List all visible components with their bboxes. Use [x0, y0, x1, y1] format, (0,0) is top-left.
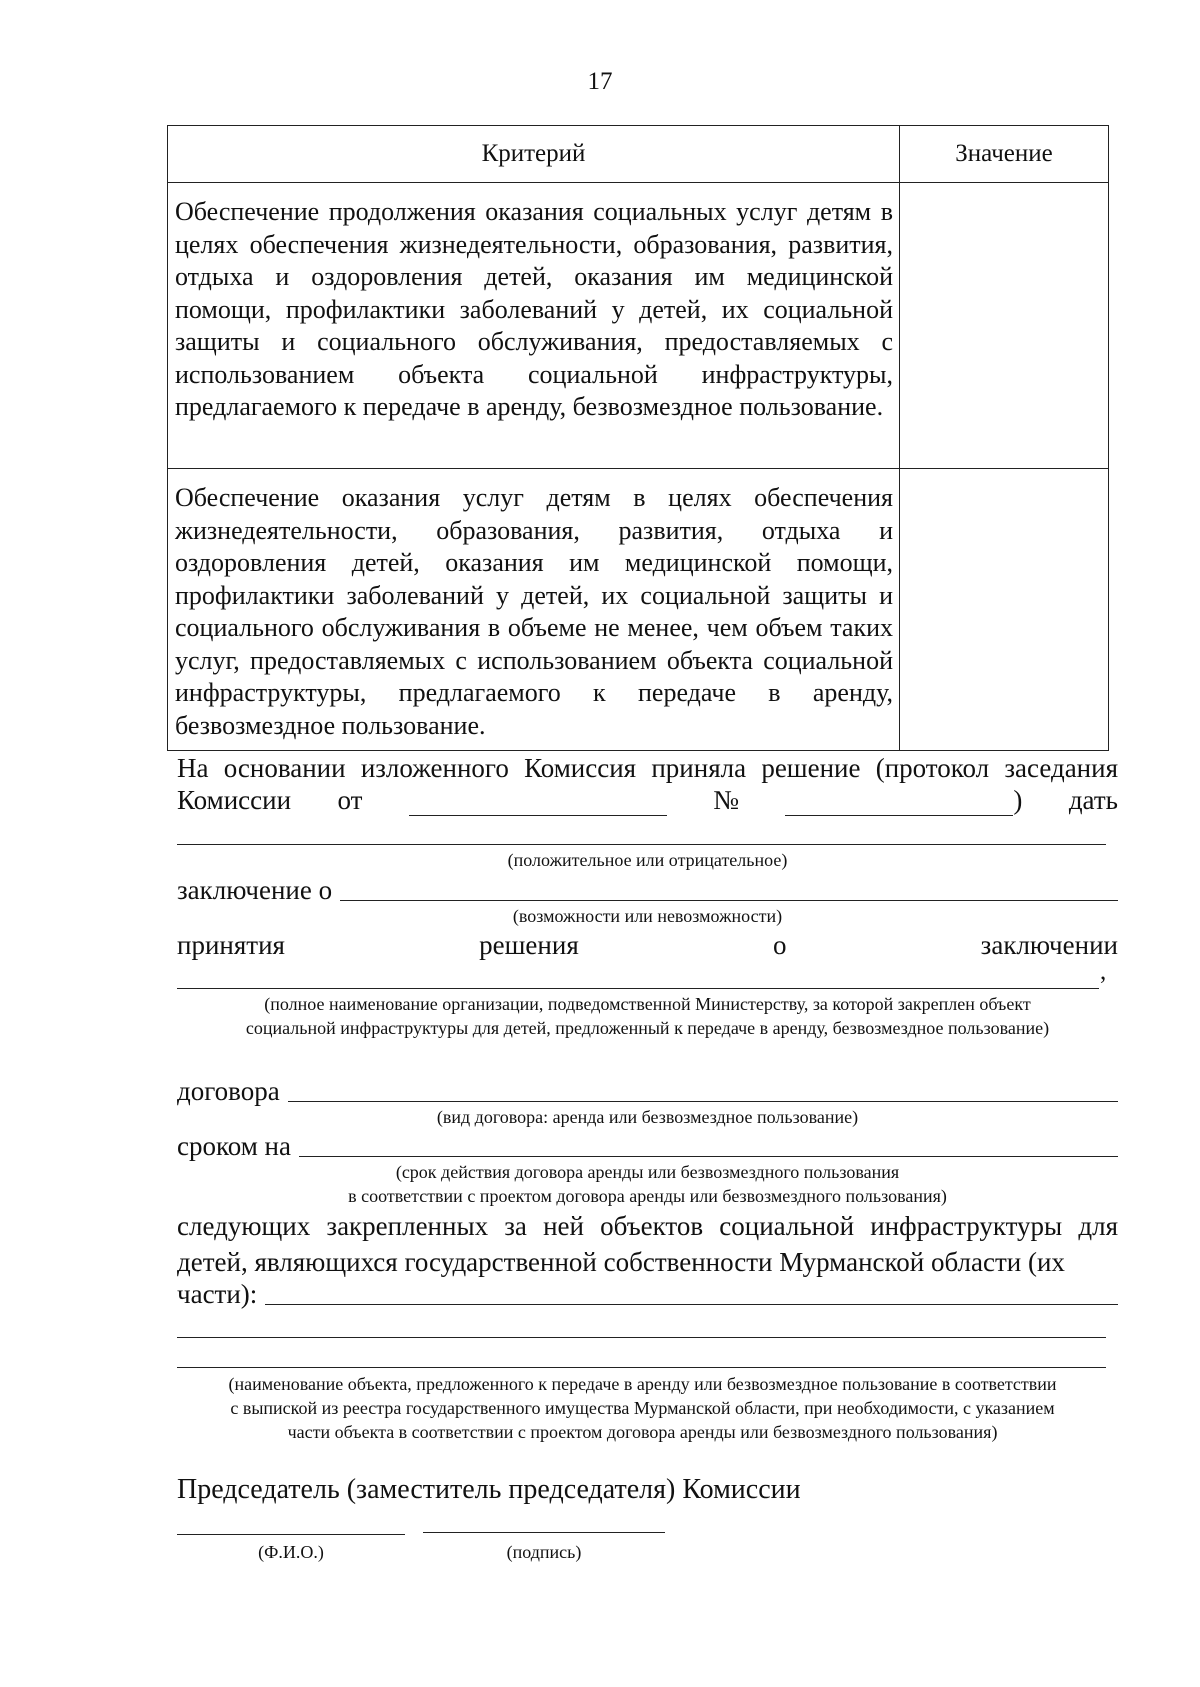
- caption-object-1: (наименование объекта, предложенного к передаче в аренду или безвозмездное пользование в соответствии: [228, 1374, 1057, 1394]
- caption-term-2: в соответствии с проектом договора аренды или безвозмездного пользования): [348, 1186, 947, 1206]
- word-srokom: сроком на: [177, 1131, 291, 1161]
- word-ot: от: [337, 785, 363, 815]
- closing-paren: ): [1013, 785, 1023, 815]
- caption-object-2: с выпиской из реестра государственного имущества Мурманской области, при необходимости, с указанием: [230, 1398, 1055, 1418]
- term-field[interactable]: [299, 1156, 1118, 1157]
- value-cell[interactable]: [900, 183, 1109, 469]
- decision-line-3: [177, 929, 1118, 961]
- header-criterion: Критерий: [168, 126, 900, 183]
- caption-positive: (положительное или отрицательное): [507, 850, 788, 870]
- objects-line: [177, 1278, 1118, 1310]
- conclusion-line: [177, 874, 1118, 906]
- objects-field-1[interactable]: [265, 1304, 1118, 1305]
- value-cell[interactable]: [900, 469, 1109, 751]
- word-dogovora: договора: [177, 1076, 280, 1106]
- word-zaklyuchenie: заключение о: [177, 875, 333, 905]
- table-row: [168, 469, 1109, 751]
- protocol-date-field[interactable]: [409, 789, 667, 816]
- objects-field-3[interactable]: [177, 1367, 1106, 1368]
- chairman-title: Председатель (заместитель председателя) Комиссии: [177, 1474, 801, 1505]
- decision-line-1: На основании изложенного Комиссия приняла решение (протокол заседания: [177, 753, 1118, 783]
- caption-signature: (подпись): [506, 1542, 582, 1562]
- caption-organization-2: социальной инфраструктуры для детей, предложенный к передаче в аренду, безвозмездное пользование): [245, 1018, 1050, 1038]
- protocol-number-field[interactable]: [785, 789, 1013, 816]
- word-komissii: Комиссии: [177, 785, 292, 815]
- comma: ,: [1100, 958, 1107, 985]
- header-value: Значение: [900, 126, 1109, 183]
- caption-term-1: (срок действия договора аренды или безвозмездного пользования: [395, 1162, 900, 1182]
- caption-possibility: (возможности или невозможности): [512, 906, 783, 926]
- contract-line: [177, 1075, 1118, 1107]
- signature-field[interactable]: [423, 1532, 665, 1533]
- criterion-cell: Обеспечение продолжения оказания социальных услуг детям в целях обеспечения жизнедеятельности, образования, развития, отдыха и оздоровления детей, оказания им медицинской помощи, профилактики заболеваний у детей, их социальной защиты и социального обслуживания, предоставляемых с использованием объекта социальной инфраструктуры, предлагаемого к передаче в аренду, безвозмездное пользование.: [168, 183, 900, 469]
- word-resheniya: решения: [479, 930, 579, 960]
- table-header-row: [168, 126, 1109, 183]
- caption-object-3: части объекта в соответствии с проектом договора аренды или безвозмездного пользования): [287, 1422, 998, 1442]
- word-o: о: [772, 930, 787, 960]
- objects-field-2[interactable]: [177, 1337, 1106, 1338]
- page-number: 17: [587, 68, 613, 95]
- word-dat: дать: [1068, 785, 1118, 815]
- objects-text: следующих закрепленных за ней объектов социальной инфраструктуры для детей, являющихся государственной собственности Мурманской области (их: [177, 1211, 1118, 1277]
- criteria-table: [167, 125, 1109, 751]
- term-line: [177, 1130, 1118, 1162]
- table-row: [168, 183, 1109, 469]
- word-chasti: части):: [177, 1279, 258, 1309]
- caption-organization-1: (полное наименование организации, подведомственной Министерству, за которой закреплен объект: [264, 994, 1031, 1014]
- conclusion-possibility-field[interactable]: [340, 900, 1118, 901]
- number-sign: №: [713, 785, 739, 815]
- contract-type-field[interactable]: [288, 1101, 1118, 1102]
- caption-contract: (вид договора: аренда или безвозмездное пользование): [436, 1107, 859, 1127]
- decision-line-2: [177, 784, 1118, 816]
- organization-name-field[interactable]: [177, 988, 1099, 989]
- protocol-number-group: [785, 784, 1022, 816]
- conclusion-type-field[interactable]: [177, 844, 1106, 845]
- criterion-cell: Обеспечение оказания услуг детям в целях обеспечения жизнедеятельности, образования, развития, отдыха и оздоровления детей, оказания им медицинской помощи, профилактики заболеваний у детей, их социальной защиты и социального обслуживания в объеме не менее, чем объем таких услуг, предоставляемых с использованием объекта социальной инфраструктуры, предлагаемого к передаче в аренду, безвозмездное пользование.: [168, 469, 900, 751]
- word-zaklyuchenii: заключении: [980, 930, 1118, 960]
- word-prinyatiya: принятия: [177, 930, 285, 960]
- caption-fio: (Ф.И.О.): [258, 1542, 324, 1562]
- fio-field[interactable]: [177, 1534, 405, 1535]
